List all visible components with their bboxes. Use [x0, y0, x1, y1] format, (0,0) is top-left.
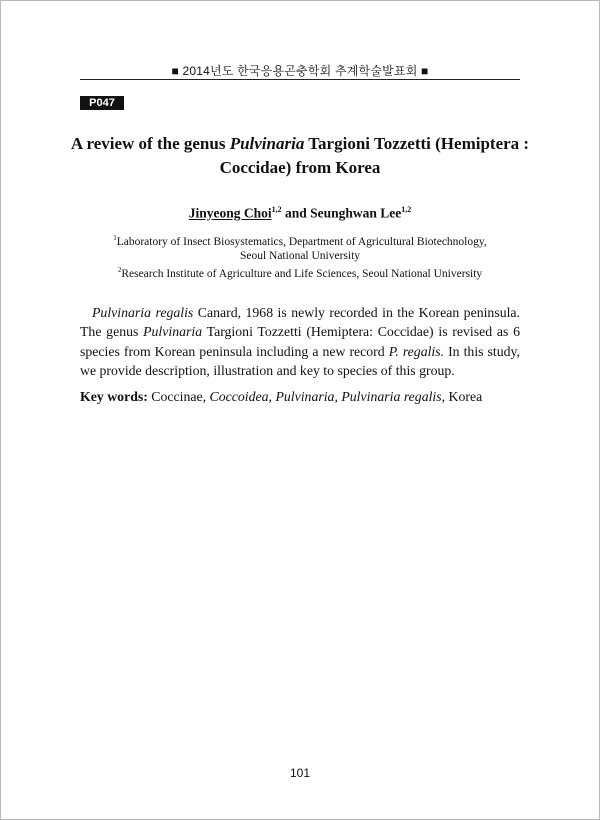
page-number: 101 [289, 766, 311, 780]
title-line-2: Coccidae) from Korea [219, 158, 381, 177]
running-header: ■ 2014년도 한국응용곤충학회 추계학술발표회 ■ [171, 64, 429, 78]
keyword-5: , Korea [441, 389, 483, 404]
keyword-4: Pulvinaria regalis [341, 389, 442, 404]
affiliation-1-line-1: Laboratory of Insect Biosystematics, Department of Agricultural Biotechnology, [116, 235, 487, 248]
keyword-separator: , [268, 389, 276, 404]
affiliation-2-marker: 2 [117, 265, 122, 274]
author-1-name: Jinyeong Choi [188, 205, 272, 221]
keyword-1: Coccinae, [147, 389, 210, 404]
abstract-species: Pulvinaria regalis [92, 305, 194, 320]
keyword-2: Coccoidea [209, 389, 269, 404]
keyword-separator: , [334, 389, 342, 404]
header-rule [80, 79, 520, 80]
affiliations [60, 231, 540, 281]
author-2-name: Seunghwan Lee [310, 205, 402, 221]
abstract-paragraph [80, 303, 520, 380]
abstract-text-1: Canard, 1968 is newly recorded in the Korean peninsula. The genus [80, 305, 520, 340]
title-text-1: A review of the genus [70, 134, 230, 153]
affiliation-1-marker: 1 [113, 234, 117, 242]
poster-id-badge: P047 [80, 96, 124, 110]
title-genus: Pulvinaria [229, 134, 305, 153]
paper-title [70, 132, 530, 180]
affiliation-2-line: Research Institute of Agriculture and Life Sciences, Seoul National University [121, 267, 483, 280]
author-2-affil: 1,2 [401, 205, 412, 214]
keywords-label: Key words: [80, 389, 148, 404]
author-list [0, 205, 600, 222]
abstract-genus: Pulvinaria [143, 324, 203, 340]
abstract-new-record: P. regalis. [388, 343, 445, 359]
author-1-affil: 1,2 [271, 205, 282, 214]
keywords [80, 387, 520, 406]
keyword-3: Pulvinaria [275, 389, 335, 404]
affiliation-1-line-2: Seoul National University [239, 249, 361, 262]
abstract-text-3: In this study, we provide description, illustration and key to species of this group. [80, 343, 520, 378]
title-text-2: Targioni Tozzetti (Hemiptera : [304, 134, 530, 153]
abstract-text-2: Targioni Tozzetti (Hemiptera: Coccidae) is revised as 6 species from Korean peninsula including a new record [80, 324, 520, 359]
author-conjunction: and [281, 205, 311, 221]
